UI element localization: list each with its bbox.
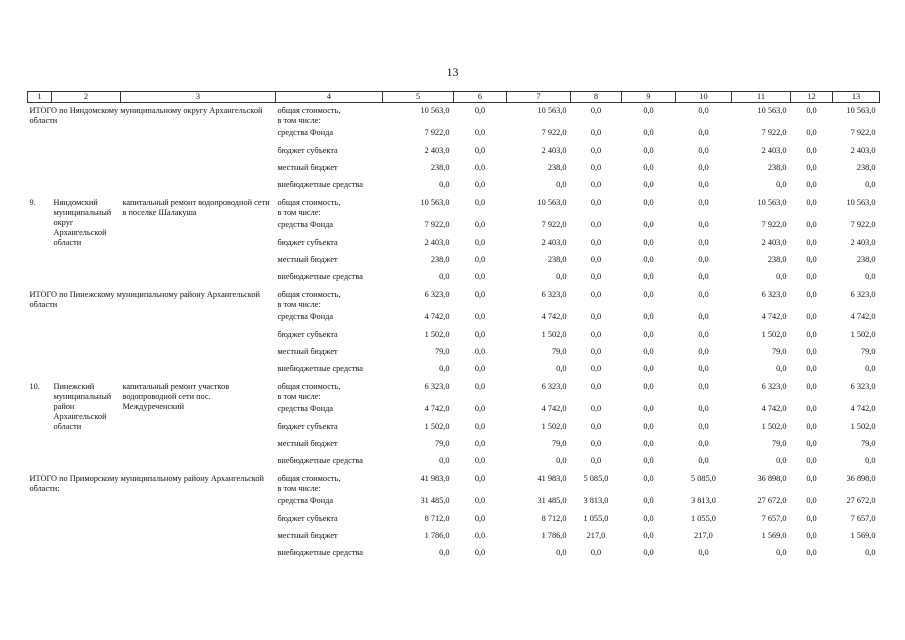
value-cell: 0,0 <box>590 422 602 431</box>
value-cell: 0,0 <box>590 548 602 557</box>
value-cell: 7 657,0 <box>761 514 787 523</box>
value-cell: 238,0 <box>547 255 567 264</box>
value-cell: 6 323,0 <box>424 290 450 299</box>
value-cell: 10 563,0 <box>537 106 567 115</box>
value-cell: 0,0 <box>643 106 654 115</box>
value-cell: 0,0 <box>474 382 486 391</box>
header-cell: 6 <box>454 92 507 103</box>
value-cell: 0,0 <box>698 312 709 321</box>
value-cell: 7 657,0 <box>850 514 876 523</box>
value-cell: 79,0 <box>771 347 787 356</box>
value-cell: 0,0 <box>590 146 602 155</box>
value-cell: 0,0 <box>698 163 709 172</box>
value-cell: 0,0 <box>698 255 709 264</box>
value-cell: 0,0 <box>698 439 709 448</box>
value-cell: 0,0 <box>698 404 709 413</box>
value-cell: 238,0 <box>767 255 787 264</box>
header-cell: 5 <box>383 92 454 103</box>
value-cell: 0,0 <box>806 514 817 523</box>
value-cell: 238,0 <box>856 163 876 172</box>
cost-label: внебюджетные средства <box>277 548 363 557</box>
page-number: 13 <box>446 65 459 79</box>
cost-label: местный бюджет <box>277 347 338 356</box>
value-cell: 238,0 <box>430 163 450 172</box>
cost-label: бюджет субъекта <box>277 514 338 523</box>
value-cell: 0,0 <box>590 163 602 172</box>
value-cell: 0,0 <box>590 180 602 189</box>
value-cell: 0,0 <box>806 255 817 264</box>
value-cell: 0,0 <box>865 364 876 373</box>
value-cell: 0,0 <box>556 456 567 465</box>
value-cell: 0,0 <box>643 422 654 431</box>
cost-label: общая стоимость, в том числе: <box>277 106 341 125</box>
value-cell: 0,0 <box>643 128 654 137</box>
value-cell: 0,0 <box>643 255 654 264</box>
value-cell: 2 403,0 <box>761 238 787 247</box>
value-cell: 27 672,0 <box>846 496 876 505</box>
value-cell: 0,0 <box>474 220 486 229</box>
value-cell: 0,0 <box>474 312 486 321</box>
value-cell: 0,0 <box>474 238 486 247</box>
value-cell: 0,0 <box>590 255 602 264</box>
value-cell: 4 742,0 <box>761 312 787 321</box>
value-cell: 4 742,0 <box>761 404 787 413</box>
cost-label: средства Фонда <box>277 128 334 137</box>
value-cell: 0,0 <box>776 548 787 557</box>
cost-label: местный бюджет <box>277 531 338 540</box>
value-cell: 0,0 <box>776 180 787 189</box>
value-cell: 4 742,0 <box>541 404 567 413</box>
value-cell: 4 742,0 <box>424 312 450 321</box>
value-cell: 6 323,0 <box>761 290 787 299</box>
value-cell: 0,0 <box>474 330 486 339</box>
cost-label: бюджет субъекта <box>277 330 338 339</box>
value-cell: 238,0 <box>856 255 876 264</box>
value-cell: 0,0 <box>643 180 654 189</box>
value-cell: 0,0 <box>590 382 602 391</box>
cost-label: местный бюджет <box>277 439 338 448</box>
cost-label: внебюджетные средства <box>277 180 363 189</box>
value-cell: 0,0 <box>590 404 602 413</box>
value-cell: 2 403,0 <box>541 146 567 155</box>
value-cell: 0,0 <box>474 531 486 540</box>
value-cell: 0,0 <box>590 238 602 247</box>
value-cell: 0,0 <box>643 382 654 391</box>
header-cell: 12 <box>791 92 833 103</box>
value-cell: 1 569,0 <box>850 531 876 540</box>
value-cell: 0,0 <box>474 514 486 523</box>
value-cell: 0,0 <box>643 146 654 155</box>
value-cell: 0,0 <box>439 364 450 373</box>
value-cell: 0,0 <box>643 531 654 540</box>
value-cell: 0,0 <box>474 146 486 155</box>
header-cell: 3 <box>121 92 276 103</box>
item-municipality: Пинежский муниципальный район Архангельской области <box>53 382 112 431</box>
value-cell: 4 742,0 <box>850 312 876 321</box>
item-number: 9. <box>29 198 36 207</box>
value-cell: 0,0 <box>865 180 876 189</box>
cost-label: бюджет субъекта <box>277 422 338 431</box>
cost-label: бюджет субъекта <box>277 238 338 247</box>
value-cell: 0,0 <box>806 238 817 247</box>
value-cell: 7 922,0 <box>761 220 787 229</box>
value-cell: 8 712,0 <box>541 514 567 523</box>
value-cell: 7 922,0 <box>424 220 450 229</box>
value-cell: 6 323,0 <box>850 290 876 299</box>
value-cell: 0,0 <box>590 272 602 281</box>
value-cell: 0,0 <box>474 290 486 299</box>
value-cell: 0,0 <box>439 548 450 557</box>
value-cell: 10 563,0 <box>420 198 450 207</box>
value-cell: 0,0 <box>698 272 709 281</box>
value-cell: 0,0 <box>698 364 709 373</box>
cost-label: общая стоимость, в том числе: <box>277 198 341 217</box>
value-cell: 36 898,0 <box>846 474 876 483</box>
value-cell: 0,0 <box>643 272 654 281</box>
value-cell: 7 922,0 <box>761 128 787 137</box>
value-cell: 0,0 <box>806 106 817 115</box>
value-cell: 79,0 <box>551 439 567 448</box>
value-cell: 1 786,0 <box>424 531 450 540</box>
value-cell: 7 922,0 <box>424 128 450 137</box>
cost-label: общая стоимость, в том числе: <box>277 474 341 493</box>
value-cell: 0,0 <box>698 220 709 229</box>
header-cell: 11 <box>732 92 791 103</box>
value-cell: 8 712,0 <box>424 514 450 523</box>
value-cell: 0,0 <box>698 146 709 155</box>
value-cell: 0,0 <box>643 548 654 557</box>
value-cell: 31 485,0 <box>420 496 450 505</box>
item-municipality: Няндомский муниципальный округ Архангельской области <box>53 198 112 247</box>
value-cell: 6 323,0 <box>761 382 787 391</box>
value-cell: 0,0 <box>776 456 787 465</box>
value-cell: 0,0 <box>474 255 486 264</box>
cost-label: внебюджетные средства <box>277 272 363 281</box>
value-cell: 3 813,0 <box>691 496 716 505</box>
header-cell: 8 <box>571 92 622 103</box>
value-cell: 0,0 <box>806 531 817 540</box>
value-cell: 0,0 <box>776 272 787 281</box>
header-cell: 2 <box>52 92 121 103</box>
header-cell: 10 <box>676 92 732 103</box>
cost-label: общая стоимость, в том числе: <box>277 382 341 401</box>
value-cell: 2 403,0 <box>541 238 567 247</box>
value-cell: 2 403,0 <box>850 146 876 155</box>
value-cell: 0,0 <box>474 106 486 115</box>
value-cell: 0,0 <box>698 347 709 356</box>
total-row <box>28 471 880 494</box>
value-cell: 0,0 <box>698 548 709 557</box>
value-cell: 1 502,0 <box>850 330 876 339</box>
value-cell: 0,0 <box>590 198 602 207</box>
value-cell: 0,0 <box>698 422 709 431</box>
value-cell: 0,0 <box>643 330 654 339</box>
item-row <box>28 195 880 218</box>
value-cell: 0,0 <box>643 238 654 247</box>
value-cell: 10 563,0 <box>757 106 787 115</box>
value-cell: 0,0 <box>556 364 567 373</box>
value-cell: 10 563,0 <box>846 198 876 207</box>
value-cell: 41 983,0 <box>420 474 450 483</box>
value-cell: 0,0 <box>865 456 876 465</box>
value-cell: 0,0 <box>439 272 450 281</box>
cost-label: средства Фонда <box>277 404 334 413</box>
value-cell: 0,0 <box>590 347 602 356</box>
value-cell: 217,0 <box>694 531 713 540</box>
value-cell: 1 502,0 <box>541 422 567 431</box>
value-cell: 1 569,0 <box>761 531 787 540</box>
item-work: капитальный ремонт водопроводной сети в поселке Шалакуша <box>122 198 270 217</box>
value-cell: 0,0 <box>865 272 876 281</box>
value-cell: 0,0 <box>806 198 817 207</box>
value-cell: 10 563,0 <box>537 198 567 207</box>
value-cell: 0,0 <box>698 106 709 115</box>
value-cell: 0,0 <box>806 312 817 321</box>
value-cell: 0,0 <box>474 347 486 356</box>
value-cell: 0,0 <box>806 220 817 229</box>
value-cell: 0,0 <box>474 128 486 137</box>
value-cell: 0,0 <box>698 290 709 299</box>
item-number: 10. <box>29 382 40 391</box>
funding-table <box>27 91 880 563</box>
value-cell: 0,0 <box>806 382 817 391</box>
value-cell: 0,0 <box>590 106 602 115</box>
cost-label: бюджет субъекта <box>277 146 338 155</box>
value-cell: 0,0 <box>590 364 602 373</box>
value-cell: 0,0 <box>643 163 654 172</box>
total-row <box>28 103 880 127</box>
value-cell: 1 055,0 <box>691 514 716 523</box>
value-cell: 1 502,0 <box>850 422 876 431</box>
value-cell: 0,0 <box>806 347 817 356</box>
value-cell: 7 922,0 <box>541 128 567 137</box>
value-cell: 6 323,0 <box>541 382 567 391</box>
value-cell: 0,0 <box>643 439 654 448</box>
value-cell: 0,0 <box>806 272 817 281</box>
total-title: ИТОГО по Приморскому муниципальному району Архангельской области: <box>29 474 264 493</box>
value-cell: 0,0 <box>806 496 817 505</box>
value-cell: 0,0 <box>474 456 486 465</box>
value-cell: 0,0 <box>806 456 817 465</box>
value-cell: 238,0 <box>430 255 450 264</box>
value-cell: 0,0 <box>439 456 450 465</box>
value-cell: 79,0 <box>860 347 876 356</box>
value-cell: 0,0 <box>806 404 817 413</box>
value-cell: 6 323,0 <box>541 290 567 299</box>
value-cell: 0,0 <box>474 496 486 505</box>
value-cell: 0,0 <box>806 364 817 373</box>
value-cell: 6 323,0 <box>424 382 450 391</box>
value-cell: 10 563,0 <box>846 106 876 115</box>
value-cell: 0,0 <box>474 272 486 281</box>
value-cell: 0,0 <box>643 312 654 321</box>
cost-label: общая стоимость, в том числе: <box>277 290 341 309</box>
cost-label: внебюджетные средства <box>277 456 363 465</box>
value-cell: 0,0 <box>806 163 817 172</box>
value-cell: 7 922,0 <box>541 220 567 229</box>
value-cell: 0,0 <box>776 364 787 373</box>
value-cell: 4 742,0 <box>541 312 567 321</box>
value-cell: 0,0 <box>698 128 709 137</box>
value-cell: 0,0 <box>643 474 654 483</box>
value-cell: 0,0 <box>474 548 486 557</box>
value-cell: 238,0 <box>547 163 567 172</box>
value-cell: 0,0 <box>806 422 817 431</box>
value-cell: 0,0 <box>806 548 817 557</box>
value-cell: 79,0 <box>434 347 450 356</box>
value-cell: 7 922,0 <box>850 128 876 137</box>
cost-label: внебюджетные средства <box>277 364 363 373</box>
header-cell: 1 <box>28 92 52 103</box>
value-cell: 0,0 <box>698 180 709 189</box>
value-cell: 6 323,0 <box>850 382 876 391</box>
value-cell: 0,0 <box>643 364 654 373</box>
value-cell: 79,0 <box>771 439 787 448</box>
item-work: капитальный ремонт участков водопроводной сети пос. Междуреченский <box>122 382 230 411</box>
value-cell: 0,0 <box>643 198 654 207</box>
value-cell: 79,0 <box>860 439 876 448</box>
cost-label: средства Фонда <box>277 496 334 505</box>
item-row <box>28 379 880 402</box>
value-cell: 0,0 <box>590 312 602 321</box>
value-cell: 0,0 <box>806 290 817 299</box>
value-cell: 1 055,0 <box>583 514 609 523</box>
value-cell: 5 085,0 <box>691 474 716 483</box>
value-cell: 0,0 <box>806 128 817 137</box>
value-cell: 0,0 <box>698 382 709 391</box>
value-cell: 0,0 <box>590 439 602 448</box>
value-cell: 2 403,0 <box>761 146 787 155</box>
cost-label: местный бюджет <box>277 163 338 172</box>
value-cell: 0,0 <box>806 330 817 339</box>
value-cell: 10 563,0 <box>757 198 787 207</box>
value-cell: 4 742,0 <box>850 404 876 413</box>
value-cell: 0,0 <box>474 163 486 172</box>
value-cell: 0,0 <box>590 290 602 299</box>
value-cell: 0,0 <box>806 146 817 155</box>
value-cell: 0,0 <box>698 198 709 207</box>
value-cell: 0,0 <box>474 198 486 207</box>
value-cell: 0,0 <box>698 238 709 247</box>
value-cell: 0,0 <box>698 330 709 339</box>
value-cell: 0,0 <box>590 220 602 229</box>
cost-label: средства Фонда <box>277 220 334 229</box>
total-title: ИТОГО по Пинежскому муниципальному району Архангельской области <box>29 290 261 309</box>
value-cell: 0,0 <box>643 347 654 356</box>
value-cell: 0,0 <box>643 290 654 299</box>
value-cell: 1 502,0 <box>424 330 450 339</box>
value-cell: 0,0 <box>643 514 654 523</box>
value-cell: 0,0 <box>643 456 654 465</box>
header-cell: 4 <box>276 92 383 103</box>
value-cell: 0,0 <box>590 456 602 465</box>
value-cell: 0,0 <box>474 474 486 483</box>
value-cell: 0,0 <box>474 422 486 431</box>
value-cell: 0,0 <box>698 456 709 465</box>
value-cell: 0,0 <box>643 220 654 229</box>
value-cell: 0,0 <box>556 180 567 189</box>
value-cell: 10 563,0 <box>420 106 450 115</box>
value-cell: 0,0 <box>474 439 486 448</box>
value-cell: 41 983,0 <box>537 474 567 483</box>
value-cell: 0,0 <box>865 548 876 557</box>
value-cell: 1 502,0 <box>761 422 787 431</box>
value-cell: 0,0 <box>556 548 567 557</box>
value-cell: 27 672,0 <box>757 496 787 505</box>
header-row <box>28 92 880 103</box>
value-cell: 0,0 <box>806 439 817 448</box>
value-cell: 79,0 <box>434 439 450 448</box>
total-row <box>28 287 880 310</box>
cost-label: местный бюджет <box>277 255 338 264</box>
value-cell: 0,0 <box>556 272 567 281</box>
value-cell: 0,0 <box>643 496 654 505</box>
value-cell: 0,0 <box>590 330 602 339</box>
header-cell: 9 <box>622 92 676 103</box>
value-cell: 0,0 <box>590 128 602 137</box>
value-cell: 0,0 <box>474 364 486 373</box>
value-cell: 2 403,0 <box>424 146 450 155</box>
value-cell: 1 786,0 <box>541 531 567 540</box>
value-cell: 238,0 <box>767 163 787 172</box>
value-cell: 0,0 <box>806 474 817 483</box>
value-cell: 2 403,0 <box>850 238 876 247</box>
value-cell: 36 898,0 <box>757 474 787 483</box>
value-cell: 31 485,0 <box>537 496 567 505</box>
value-cell: 0,0 <box>643 404 654 413</box>
total-title: ИТОГО по Няндомскому муниципальному округу Архангельской области <box>29 106 263 125</box>
value-cell: 1 502,0 <box>424 422 450 431</box>
value-cell: 0,0 <box>806 180 817 189</box>
header-cell: 13 <box>833 92 880 103</box>
table-body <box>28 103 880 564</box>
value-cell: 1 502,0 <box>541 330 567 339</box>
cost-label: средства Фонда <box>277 312 334 321</box>
value-cell: 79,0 <box>551 347 567 356</box>
value-cell: 3 813,0 <box>583 496 609 505</box>
header-cell: 7 <box>507 92 571 103</box>
value-cell: 217,0 <box>586 531 606 540</box>
value-cell: 1 502,0 <box>761 330 787 339</box>
value-cell: 4 742,0 <box>424 404 450 413</box>
value-cell: 2 403,0 <box>424 238 450 247</box>
value-cell: 0,0 <box>474 180 486 189</box>
value-cell: 7 922,0 <box>850 220 876 229</box>
value-cell: 0,0 <box>439 180 450 189</box>
value-cell: 5 085,0 <box>583 474 609 483</box>
value-cell: 0,0 <box>474 404 486 413</box>
